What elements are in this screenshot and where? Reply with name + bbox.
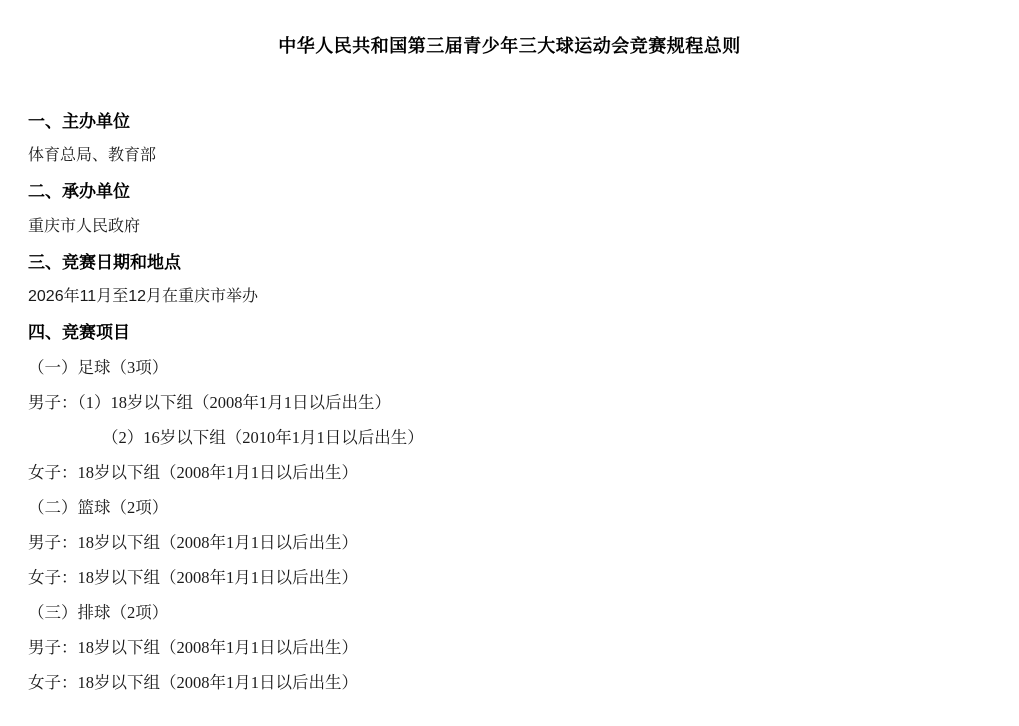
section-heading-events: 四、竞赛项目: [28, 323, 130, 343]
subsection-basketball: （二）篮球（2项）: [28, 497, 169, 517]
paragraph-host: 重庆市人民政府: [28, 217, 141, 235]
section-heading-host: 二、承办单位: [28, 182, 130, 202]
subsection-football: （一）足球（3项）: [28, 357, 169, 377]
volleyball-men-line: 男子：18岁以下组（2008年1月1日以后出生）: [28, 638, 358, 658]
subsection-volleyball: （三）排球（2项）: [28, 603, 169, 623]
paragraph-date-venue: 2026年11月至12月在重庆市举办: [28, 288, 259, 306]
football-men-line-1: 男子：（1）18岁以下组（2008年1月1日以后出生）: [28, 392, 391, 412]
section-heading-organizer: 一、主办单位: [28, 112, 130, 131]
football-women-line: 女子：18岁以下组（2008年1月1日以后出生）: [28, 462, 358, 482]
volleyball-women-line: 女子：18岁以下组（2008年1月1日以后出生）: [28, 673, 358, 693]
football-men-line-2: （2）16岁以下组（2010年1月1日以后出生）: [102, 427, 424, 447]
page-title: 中华人民共和国第三届青少年三大球运动会竞赛规程总则: [278, 36, 741, 56]
paragraph-organizer: 体育总局、教育部: [28, 147, 157, 165]
basketball-women-line: 女子：18岁以下组（2008年1月1日以后出生）: [28, 568, 358, 588]
document-body: [0, 58, 1019, 700]
section-heading-date-venue: 三、竞赛日期和地点: [28, 252, 181, 272]
basketball-men-line: 男子：18岁以下组（2008年1月1日以后出生）: [28, 532, 358, 552]
